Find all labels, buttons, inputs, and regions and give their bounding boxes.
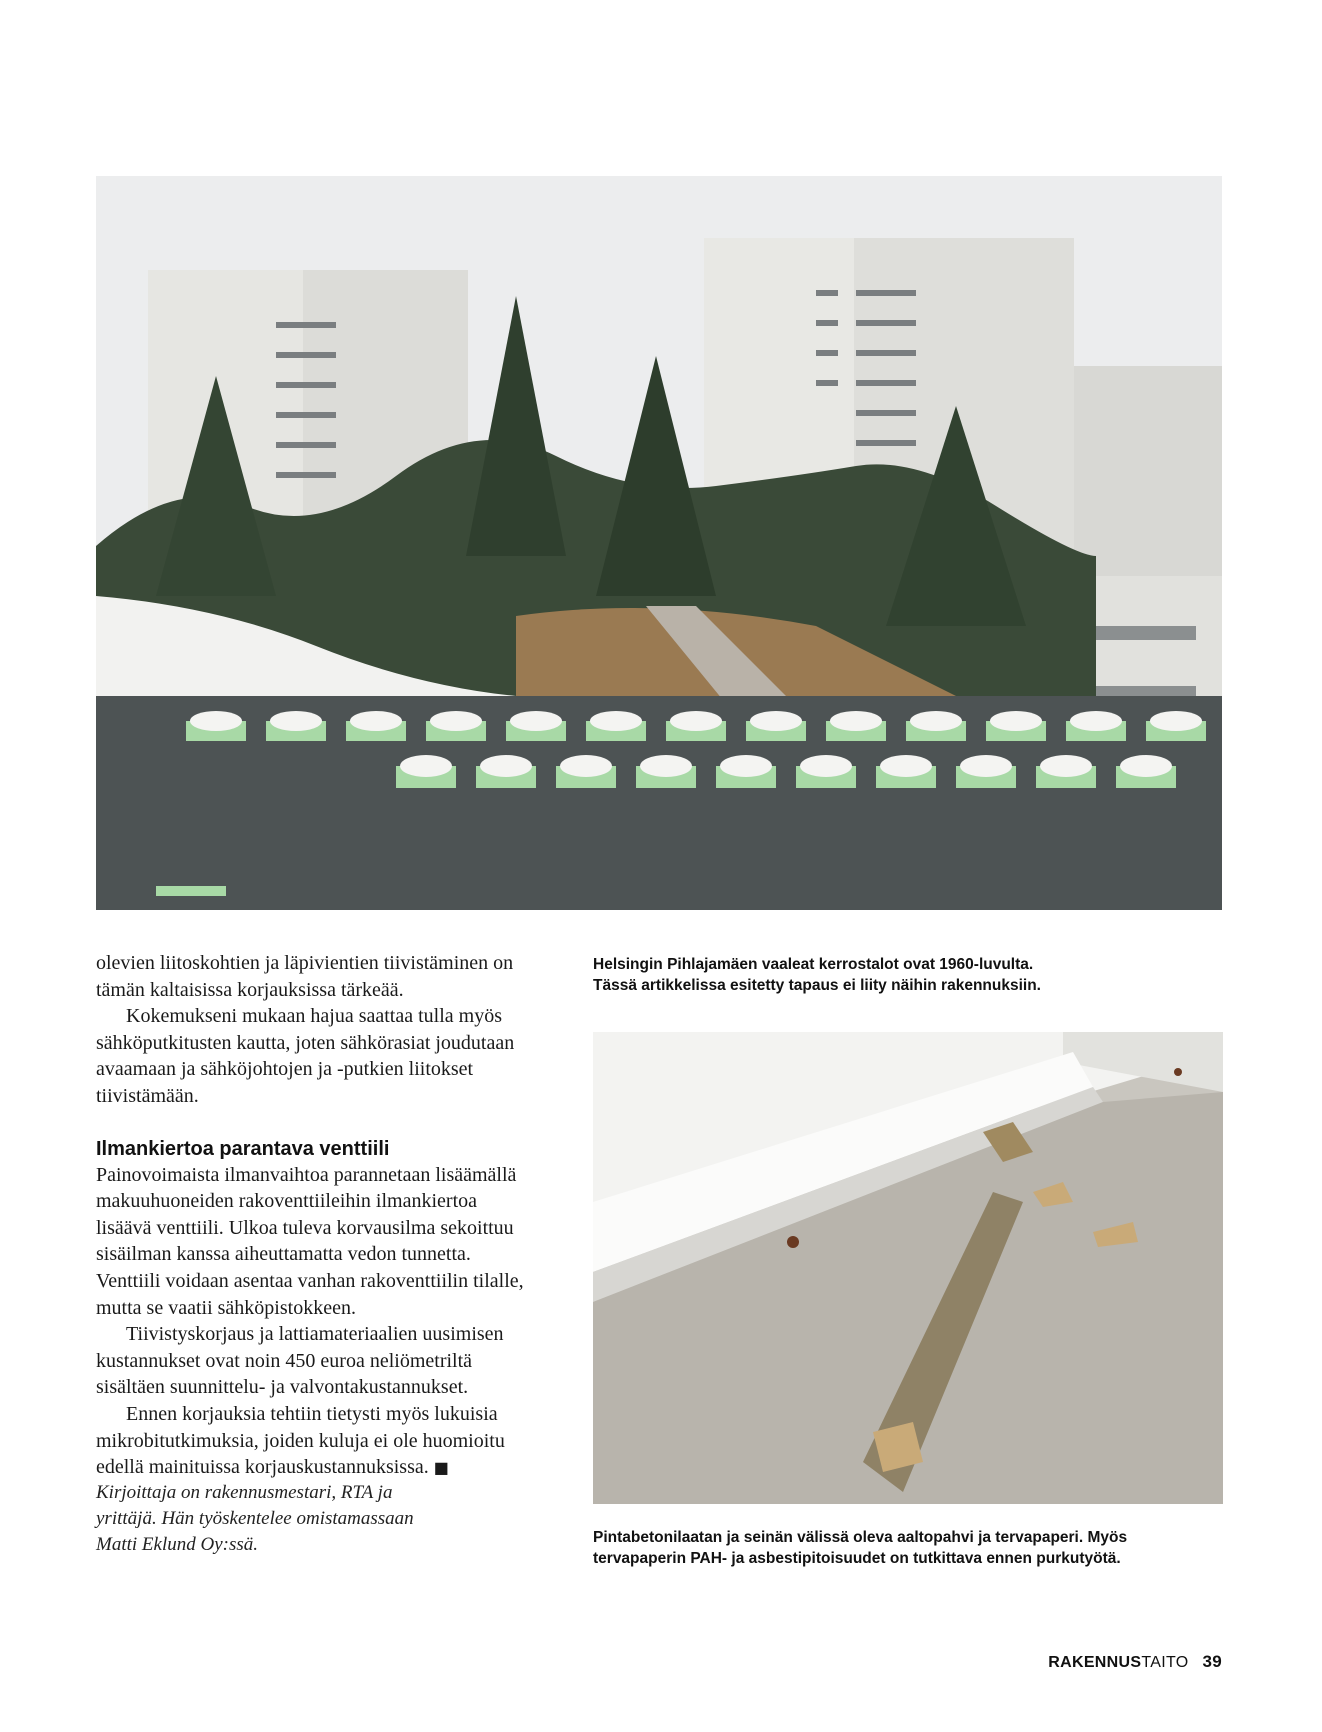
author-line: yrittäjä. Hän työskentelee omistamassaan bbox=[96, 1508, 414, 1529]
detail-photo bbox=[593, 1032, 1223, 1504]
end-mark-icon: ■ bbox=[433, 1458, 449, 1478]
article-body bbox=[96, 950, 528, 1482]
paragraph: olevien liitoskohtien ja läpivientien tiivistäminen on tämän kaltaisissa korjauksissa tärkeää. bbox=[96, 952, 514, 1001]
paragraph: Kokemukseni mukaan hajua saattaa tulla myös sähköputkitusten kautta, joten sähkörasiat joudutaan avaamaan ja sähköjohtojen ja -putkien liitokset tiivistämään. bbox=[96, 1005, 515, 1107]
caption-line: tervapaperin PAH- ja asbestipitoisuudet on tutkittava ennen purkutyötä. bbox=[593, 1550, 1121, 1567]
main-photo-caption bbox=[593, 954, 1233, 996]
paragraph-text: Ennen korjauksia tehtiin tietysti myös lukuisia mikrobitutkimuksia, joiden kuluja ei ole huomioitu edellä mainituissa korjauskustannuksissa. bbox=[96, 1402, 505, 1479]
author-line: Kirjoittaja on rakennusmestari, RTA ja bbox=[96, 1482, 393, 1503]
corrugated-cardboard-tar-paper-photo bbox=[593, 1032, 1223, 1504]
page-number: 39 bbox=[1202, 1652, 1222, 1671]
paragraph: Painovoimaista ilmanvaihtoa parannetaan lisäämällä makuuhuoneiden rakoventtiileihin ilmankiertoa lisäävä venttiili. Ulkoa tuleva korvausilma sekoittuu sisäilman kanssa aiheuttamatta vedon tunnetta. Venttiili voidaan asentaa vanhan rakoventtiilin tilalle, mutta se vaatii sähköpistokkeen. bbox=[96, 1163, 524, 1319]
magazine-brand-light: TAITO bbox=[1141, 1654, 1189, 1671]
main-photo bbox=[96, 176, 1222, 910]
page-footer bbox=[1048, 1652, 1222, 1672]
detail-photo-caption bbox=[593, 1527, 1233, 1569]
author-line: Matti Eklund Oy:ssä. bbox=[96, 1534, 259, 1555]
magazine-brand-bold: RAKENNUS bbox=[1048, 1654, 1142, 1671]
author-bio bbox=[96, 1480, 496, 1558]
caption-line: Helsingin Pihlajamäen vaaleat kerrostalot ovat 1960-luvulta. bbox=[593, 956, 1034, 973]
caption-line: Pintabetonilaatan ja seinän välissä oleva aaltopahvi ja tervapaperi. Myös bbox=[593, 1529, 1128, 1546]
paragraph bbox=[96, 1401, 528, 1482]
caption-line: Tässä artikkelissa esitetty tapaus ei liity näihin rakennuksiin. bbox=[593, 977, 1041, 994]
paragraph: Tiivistyskorjaus ja lattiamateriaalien uusimisen kustannukset ovat noin 450 euroa neliömetriltä sisältäen suunnittelu- ja valvontakustannukset. bbox=[96, 1323, 504, 1399]
apartment-buildings-rooftop-photo bbox=[96, 176, 1222, 910]
subheading: Ilmankiertoa parantava venttiili bbox=[96, 1137, 390, 1160]
